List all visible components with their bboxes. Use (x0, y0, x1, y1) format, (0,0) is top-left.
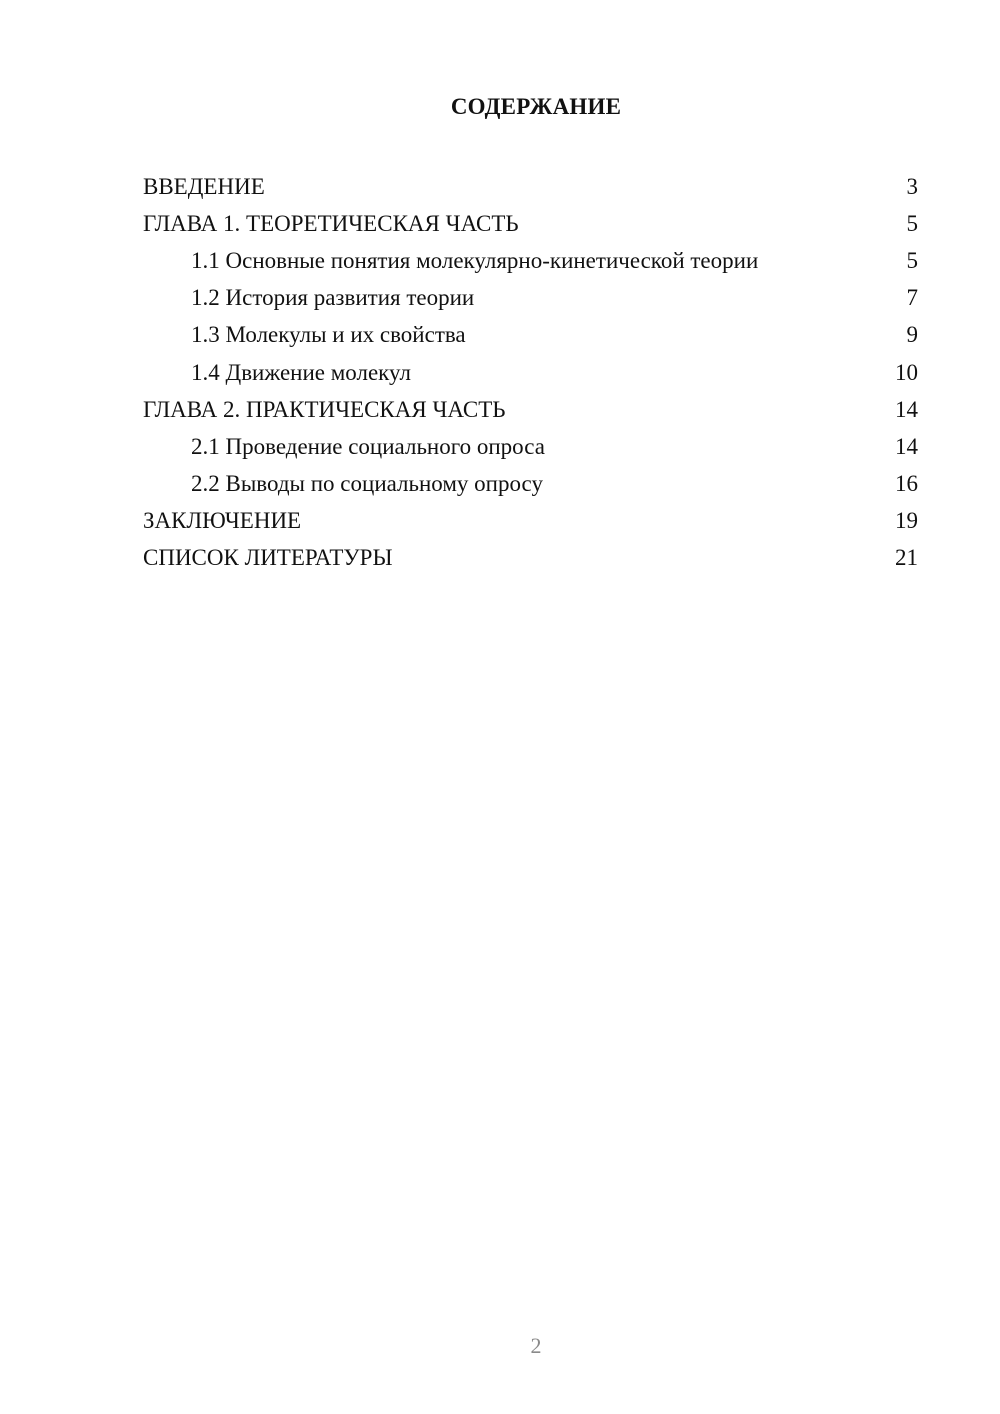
toc-entry-label: ГЛАВА 1. ТЕОРЕТИЧЕСКАЯ ЧАСТЬ (143, 210, 519, 236)
toc-entry-label: ГЛАВА 2. ПРАКТИЧЕСКАЯ ЧАСТЬ (143, 396, 506, 422)
toc-entry-label: 2.1 Проведение социального опроса (191, 433, 545, 459)
toc-entry-chapter-1[interactable] (143, 205, 918, 242)
toc-entry-section-2-2[interactable] (143, 466, 918, 503)
toc-entry-page: 21 (895, 545, 918, 571)
toc-entry-page: 14 (895, 396, 918, 422)
toc-entry-label: 1.4 Движение молекул (191, 359, 411, 385)
toc-entry-page: 14 (895, 433, 918, 459)
page-number: 2 (530, 1333, 542, 1358)
toc-entry-label: ВВЕДЕНИЕ (143, 173, 265, 199)
toc-entry-label: ЗАКЛЮЧЕНИЕ (143, 508, 302, 534)
toc-entry-introduction[interactable] (143, 168, 918, 205)
toc-entry-label: СПИСОК ЛИТЕРАТУРЫ (143, 545, 393, 571)
toc-entry-chapter-2[interactable] (143, 391, 918, 428)
toc-entry-section-1-1[interactable] (143, 242, 918, 279)
table-of-contents (143, 168, 918, 577)
toc-entry-page: 16 (895, 471, 918, 497)
toc-entry-conclusion[interactable] (143, 503, 918, 540)
toc-entry-page: 7 (906, 285, 918, 311)
toc-entry-page: 3 (906, 173, 918, 199)
toc-entry-label: 1.2 История развития теории (191, 285, 475, 311)
toc-entry-page: 9 (906, 322, 918, 348)
toc-entry-bibliography[interactable] (143, 540, 918, 577)
toc-entry-section-2-1[interactable] (143, 428, 918, 465)
toc-entry-page: 5 (906, 247, 918, 273)
toc-entry-section-1-2[interactable] (143, 280, 918, 317)
toc-entry-section-1-3[interactable] (143, 317, 918, 354)
toc-entry-page: 10 (895, 359, 918, 385)
toc-entry-label: 1.3 Молекулы и их свойства (191, 322, 466, 348)
toc-entry-label: 1.1 Основные понятия молекулярно-кинетической теории (191, 247, 759, 273)
toc-entry-section-1-4[interactable] (143, 354, 918, 391)
toc-title: СОДЕРЖАНИЕ (450, 94, 622, 119)
toc-entry-page: 5 (906, 210, 918, 236)
toc-entry-label: 2.2 Выводы по социальному опросу (191, 471, 543, 497)
toc-entry-page: 19 (895, 508, 918, 534)
